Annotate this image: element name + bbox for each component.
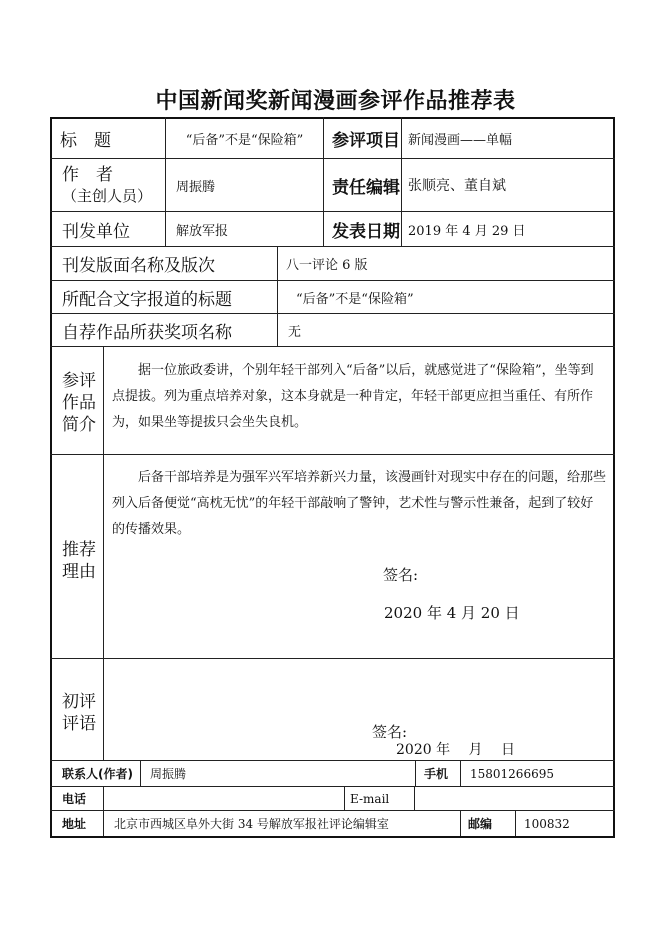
zip-value: 100832: [524, 816, 570, 831]
rule: [344, 786, 345, 810]
rule: [323, 117, 324, 246]
rule: [414, 786, 415, 810]
reason-date: 2020 年 4 月 20 日: [384, 603, 520, 622]
title-value: “后备”不是“保险箱”: [185, 132, 304, 148]
page-label: 刊发版面名称及版次: [62, 256, 215, 276]
title-label: 标 题: [60, 130, 111, 151]
review-signature: 签名:: [372, 722, 408, 741]
rule: [401, 117, 402, 246]
related-title-label: 所配合文字报道的标题: [62, 289, 232, 310]
reason-signature: 签名:: [383, 565, 419, 584]
intro-label-2: 作品: [62, 392, 96, 413]
rule: [415, 760, 416, 786]
rule: [460, 810, 461, 836]
rule: [50, 786, 615, 787]
rule: [50, 346, 615, 347]
review-label-2: 评语: [62, 713, 96, 734]
award-label: 自荐作品所获奖项名称: [62, 322, 232, 343]
author-label: 作 者: [62, 164, 113, 185]
publish-date-label: 发表日期: [332, 221, 400, 242]
table-bottom-border: [50, 836, 615, 838]
tel-label: 电话: [62, 792, 87, 806]
author-value: 周振腾: [176, 179, 216, 195]
rule: [50, 454, 615, 455]
zip-label: 邮编: [468, 817, 493, 831]
publisher-value: 解放军报: [176, 223, 229, 239]
editor-label: 责任编辑: [332, 177, 400, 198]
email-label: E-mail: [350, 791, 390, 806]
phone-value: 15801266695: [470, 766, 554, 781]
publish-date-value: 2019 年 4 月 29 日: [408, 223, 526, 239]
category-label: 参评项目: [332, 130, 400, 151]
review-label-1: 初评: [62, 691, 96, 712]
table-left-border: [50, 117, 52, 838]
form-title: 中国新闻奖新闻漫画参评作品推荐表: [155, 89, 516, 114]
phone-label: 手机: [424, 767, 449, 781]
table-right-border: [613, 117, 615, 838]
intro-label-3: 简介: [62, 414, 96, 435]
rule: [103, 786, 104, 836]
rule: [103, 346, 104, 760]
related-title-value: “后备”不是“保险箱”: [296, 291, 414, 307]
author-sublabel: （主创人员）: [62, 186, 153, 205]
rule: [460, 760, 461, 786]
contact-value: 周振腾: [150, 767, 187, 781]
intro-label-1: 参评: [62, 370, 96, 391]
category-value: 新闻漫画——单幅: [408, 132, 513, 148]
publisher-label: 刊发单位: [62, 221, 130, 242]
rule: [140, 760, 141, 786]
address-value: 北京市西城区阜外大街 34 号解放军报社评论编辑室: [114, 817, 389, 831]
rule: [515, 810, 516, 836]
editor-value: 张顺亮、董自斌: [408, 178, 506, 194]
page-value: 八一评论 6 版: [286, 258, 368, 273]
intro-text: 据一位旅政委讲，个别年轻干部列入“后备”以后，就感觉进了“保险箱”，坐等到点提拔。列为重点培养对象，这本身就是一种肯定，年轻干部更应担当重任、有所作为，如果坐等提拔只会坐失良机。: [112, 363, 594, 430]
award-value: 无: [288, 324, 302, 340]
reason-text: 后备干部培养是为强军兴军培养新兴力量，该漫画针对现实中存在的问题，给那些列入后备便觉“高枕无忧”的年轻干部敲响了警钟，艺术性与警示性兼备，起到了较好的传播效果。: [112, 470, 607, 537]
reason-label-2: 理由: [62, 561, 96, 582]
rule: [277, 246, 278, 346]
contact-label: 联系人(作者): [62, 767, 133, 781]
address-label: 地址: [62, 817, 87, 831]
reason-label-1: 推荐: [62, 539, 96, 560]
review-date: 2020 年 月 日: [396, 742, 515, 758]
rule: [50, 658, 615, 659]
